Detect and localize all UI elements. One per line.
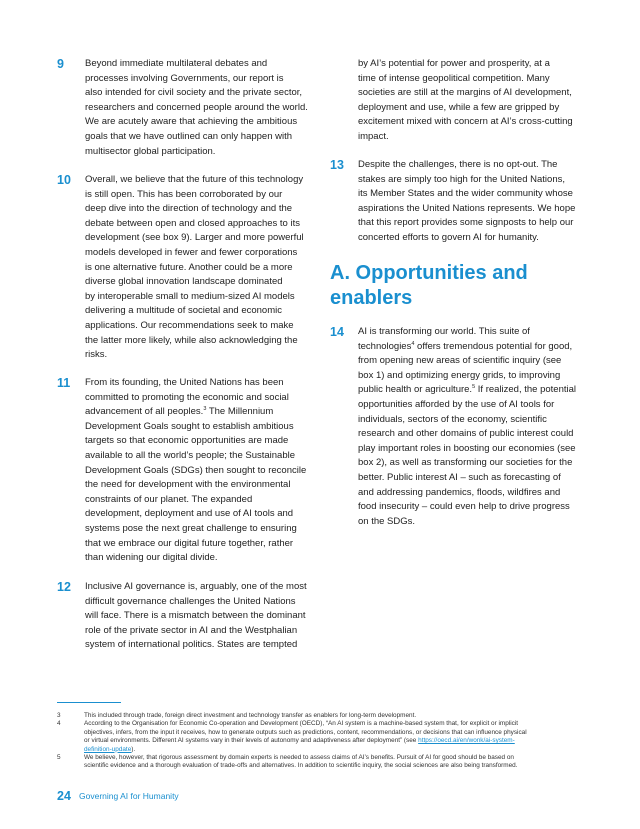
text-fragment: technologies: [358, 340, 412, 352]
text-line: goals that we have outlined can only happen with: [85, 130, 293, 142]
footnote-line: [84, 737, 587, 745]
paragraph-number: 9: [57, 57, 64, 71]
footnote-3: [57, 712, 587, 720]
text-line: that we embrace our digital future together, rather: [85, 537, 294, 549]
text-line: Beyond immediate multilateral debates and: [85, 58, 268, 69]
text-line: We are acutely aware that achieving the ambitious: [85, 116, 298, 128]
text-line: also intended for civil society and the private sector,: [85, 87, 303, 99]
footnote-4: [57, 720, 587, 754]
text-line: debate between open and closed approaches to its: [85, 217, 300, 229]
footnote-number: 3: [57, 712, 61, 719]
text-fragment: public health or agriculture.: [358, 384, 473, 396]
text-line: From its founding, the United Nations has been: [85, 377, 284, 388]
text-line: committed to promoting the economic and social: [85, 391, 289, 403]
text-line: is still open. This has been corroborated by our: [85, 188, 283, 200]
text-line: Despite the challenges, there is no opt-out. The: [358, 159, 558, 170]
footnote-line: We believe, however, that rigorous assessment by domain experts is needed to assess claims of AI’s benefits. Pursuit of AI for good should be based on: [84, 754, 514, 762]
text-fragment: The Millennium: [206, 406, 274, 418]
text-line: by AI’s potential for power and prosperity, at a: [358, 58, 550, 69]
text-line: AI is transforming our world. This suite of: [358, 326, 530, 337]
paragraph-12-continued: [358, 57, 590, 145]
text-line: multisector global participation.: [85, 145, 216, 157]
text-line: Overall, we believe that the future of this technology: [85, 174, 304, 185]
text-line: Inclusive AI governance is, arguably, one of the most: [85, 581, 307, 592]
text-line: diverse global innovation landscape dominated: [85, 276, 283, 288]
paragraph-number: 10: [57, 173, 71, 187]
page-number: 24: [57, 789, 71, 803]
text-line: is one alternative future. Another could be a more: [85, 261, 293, 273]
oecd-link-continued[interactable]: definition-update: [84, 745, 132, 753]
paragraph-text: [85, 57, 315, 159]
section-heading: [330, 261, 528, 311]
footnote-number: 4: [57, 720, 61, 728]
text-line: constraints of our planet. The expanded: [85, 493, 253, 505]
text-line: than widening our digital divide.: [85, 552, 218, 564]
footnote-line: According to the Organisation for Economic Co-operation and Development (OECD), “An AI system is a machine-based system that, for explicit or implicit: [84, 720, 519, 728]
text-line: aspirations the United Nations represents. We hope: [358, 202, 576, 214]
text-line: [85, 405, 315, 420]
text-line: box 2), as well as transforming our societies for the: [358, 457, 573, 469]
text-fragment: or virtual environments. Different AI systems vary in their levels of autonomy and adaptiveness after deployment” (see: [84, 737, 419, 745]
text-line: researchers and concerned people around the world.: [85, 101, 308, 113]
text-line: its Member States and the wider community whose: [358, 188, 573, 200]
text-line: delivering a multitude of societal and economic: [85, 305, 282, 317]
footnote-line: [84, 746, 587, 754]
paragraph-text: [85, 173, 315, 363]
text-line: deep dive into the direction of technology and the: [85, 203, 293, 215]
footnote-line: This included through trade, foreign direct investment and technology transfer as enablers for long-term development.: [84, 712, 417, 719]
heading-line: A. Opportunities and: [330, 262, 528, 284]
footnote-ref-5[interactable]: 5: [472, 384, 476, 391]
text-line: better. Public interest AI – such as forecasting of: [358, 471, 561, 483]
text-line: targets so that economic opportunities are made: [85, 435, 289, 447]
text-line: models developed in fewer and fewer corporations: [85, 246, 298, 258]
text-line: stakes are simply too high for the United Nations,: [358, 173, 565, 185]
text-line: impact.: [358, 130, 389, 142]
text-line: concerted efforts to govern AI for humanity.: [358, 231, 539, 243]
footnote-number: 5: [57, 754, 61, 762]
text-line: the latter more likely, while also acknowledging the: [85, 334, 298, 346]
text-line: role of the private sector in AI and the Westphalian: [85, 624, 298, 636]
text-line: the need for development with the environmental: [85, 479, 291, 491]
text-line: research and other domains of public interest could: [358, 428, 574, 440]
text-fragment: ).: [131, 745, 136, 753]
text-line: societies are still at the margins of AI development,: [358, 87, 572, 99]
paragraph-number: 13: [330, 158, 344, 172]
footnote-5: [57, 754, 587, 771]
paragraph-number: 14: [330, 325, 344, 339]
text-line: [358, 383, 590, 398]
text-line: available to all the world’s people; the Sustainable: [85, 449, 296, 461]
paragraph-text: [85, 580, 315, 653]
text-line: applications. Our recommendations seek to make: [85, 319, 294, 331]
text-line: development, deployment and use of AI tools and: [85, 508, 294, 520]
text-line: by interoperable small to medium-sized AI models: [85, 290, 295, 302]
footnote-line: scientific evidence and a thorough evaluation of trade-offs and alternatives. In addition to scientific inquiry, the social sciences are also being transformed.: [84, 762, 518, 770]
text-line: play important roles in boosting our economies (see: [358, 442, 576, 454]
text-line: Development Goals sought to establish ambitious: [85, 420, 294, 432]
text-line: time of intense geopolitical competition. Many: [358, 72, 550, 84]
text-line: from opening new areas of scientific inquiry (see: [358, 355, 562, 367]
footnote-divider: [57, 702, 121, 703]
text-fragment: If realized, the potential: [475, 384, 577, 396]
footnote-line: objectives, infers, from the input it receives, how to generate outputs such as predictions, content, recommendations, or decisions that can influence physical: [84, 728, 527, 736]
text-line: opportunities afforded by the use of AI tools for: [358, 398, 555, 410]
text-line: development (see box 9). Larger and more powerful: [85, 232, 304, 244]
text-line: and addressing pandemics, floods, wildfires and: [358, 486, 561, 498]
text-line: risks.: [85, 349, 108, 361]
paragraph-text: [85, 376, 315, 566]
text-line: Development Goals (SDGs) then sought to reconcile: [85, 464, 307, 476]
text-line: system of international politics. States are tempted: [85, 639, 298, 651]
text-line: deployment and use, while a few are gripped by: [358, 101, 560, 113]
footnotes: [57, 712, 587, 771]
text-line: food insecurity – could even help to drive progress: [358, 501, 570, 513]
paragraph-number: 12: [57, 580, 71, 594]
text-line: on the SDGs.: [358, 515, 416, 527]
text-fragment: advancement of all peoples.: [85, 406, 204, 418]
text-line: processes involving Governments, our report is: [85, 72, 284, 84]
text-line: will face. There is a mismatch between the dominant: [85, 610, 306, 622]
text-line: systems pose the next great challenge to ensuring: [85, 522, 297, 534]
heading-line: enablers: [330, 287, 413, 309]
text-line: individuals, sectors of the economy, scientific: [358, 413, 547, 425]
text-line: that this report provides some signposts to help our: [358, 217, 574, 229]
text-line: box 1) and optimizing energy grids, to improving: [358, 369, 561, 381]
text-fragment: offers tremendous potential for good,: [414, 340, 573, 352]
paragraph-number: 11: [57, 376, 71, 390]
oecd-link[interactable]: https://oecd.ai/en/wonk/ai-system-: [418, 737, 515, 745]
footnote-ref-3[interactable]: 3: [203, 406, 207, 413]
document-title: Governing AI for Humanity: [79, 791, 179, 801]
paragraph-text: [358, 325, 590, 529]
text-line: excitement mixed with concern at AI’s cross-cutting: [358, 116, 573, 128]
text-line: [358, 340, 590, 355]
text-line: difficult governance challenges the United Nations: [85, 595, 296, 607]
paragraph-text: [358, 158, 590, 246]
footnote-ref-4[interactable]: 4: [411, 340, 415, 347]
